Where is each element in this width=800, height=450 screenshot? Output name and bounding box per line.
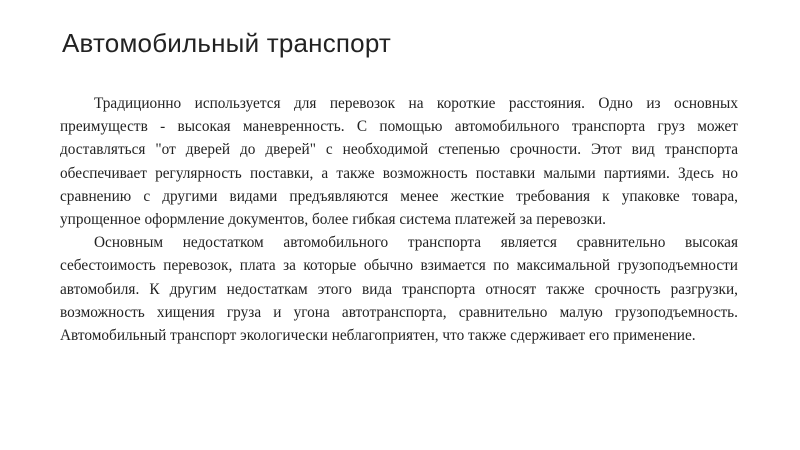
slide-title: Автомобильный транспорт (62, 28, 392, 58)
paragraph-advantages: Традиционно используется для перевозок на короткие расстояния. Одно из основных преимуществ - высокая маневренность. С помощью автомобильного транспорта груз может доставляться "от дверей до дверей" с необходимой степенью срочности. Этот вид транспорта обеспечивает регулярность поставки, а также возможность поставки малыми партиями. Здесь но сравнению с другими видами предъявляются менее жесткие требования к упаковке товара, упрощенное оформление документов, более гибкая система платежей за перевозки. (60, 95, 738, 229)
slide-body (60, 92, 738, 347)
paragraph-disadvantages: Основным недостатком автомобильного транспорта является сравнительно высокая себестоимость перевозок, плата за которые обычно взимается по максимальной грузоподъемности автомобиля. К другим недостаткам этого вида транспорта относят также срочность разгрузки, возможность хищения груза и угона автотранспорта, сравнительно малую грузоподъемность. Автомобильный транспорт экологически неблагоприятен, что также сдерживает его применение. (60, 234, 738, 345)
